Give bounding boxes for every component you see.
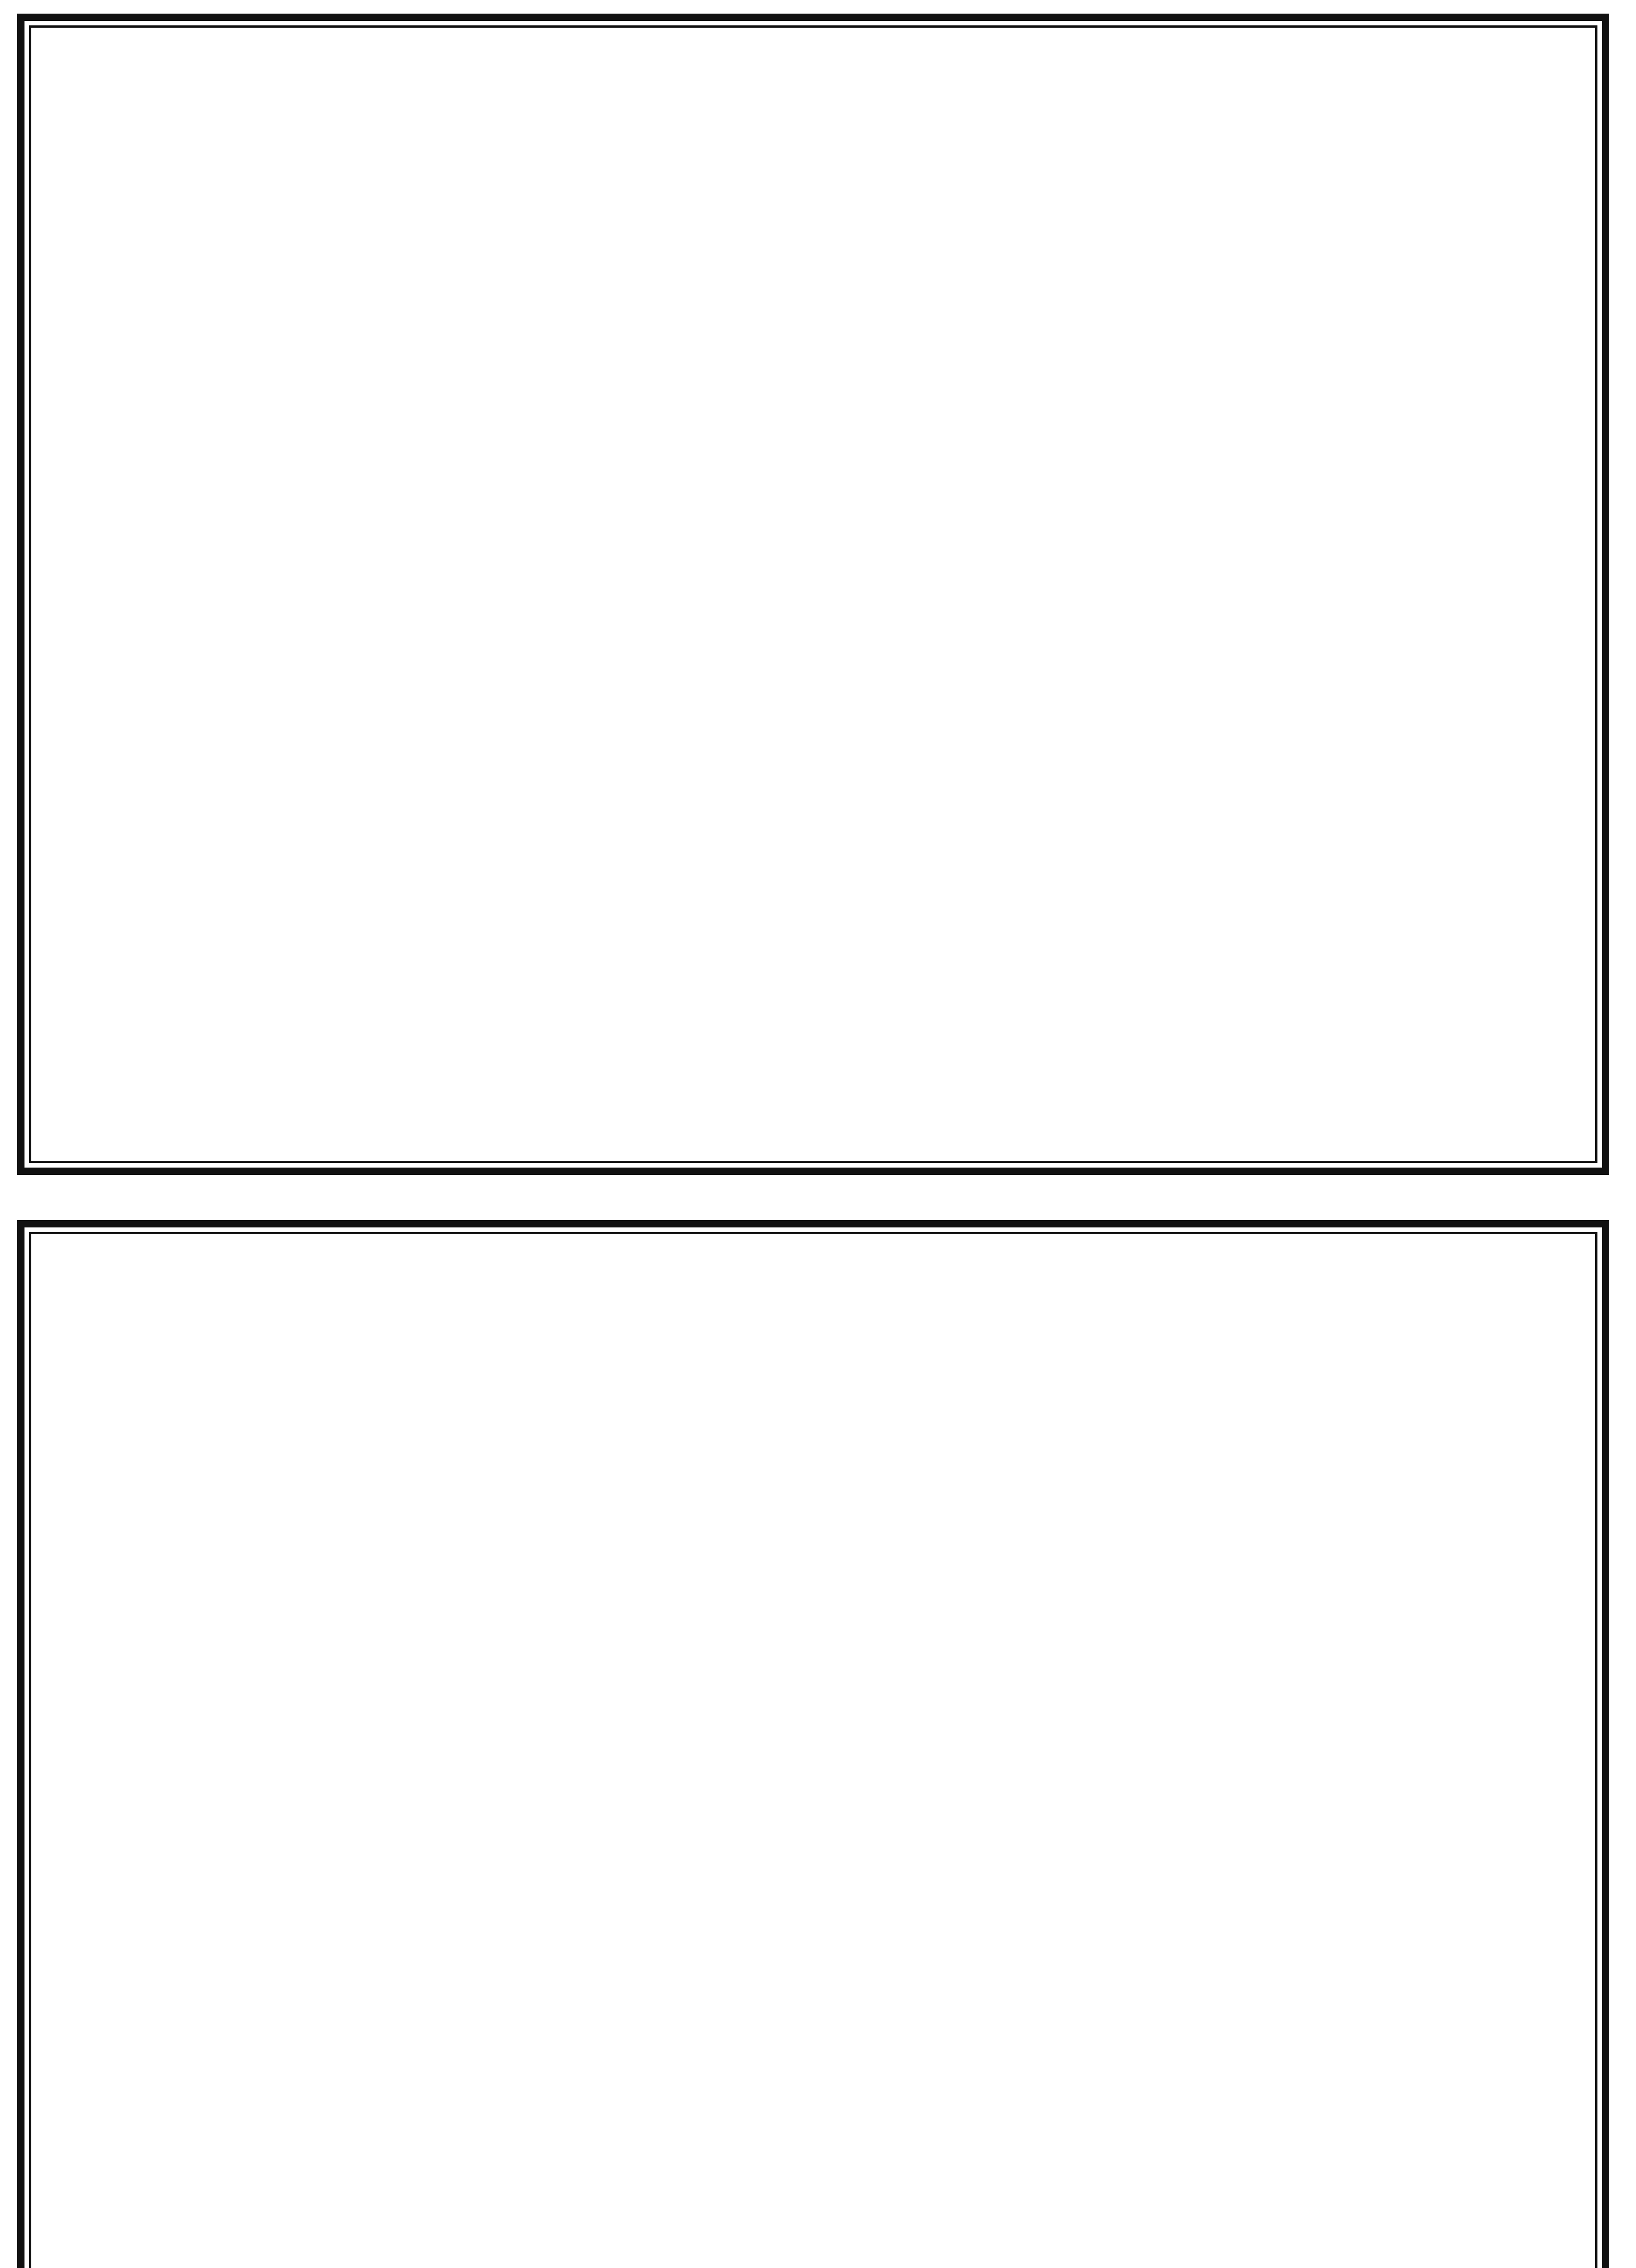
top-page xyxy=(17,14,1609,1175)
bottom-page xyxy=(17,1220,1609,2268)
top-page-columns xyxy=(36,32,1590,1157)
bottom-page-columns xyxy=(36,1238,1590,2268)
